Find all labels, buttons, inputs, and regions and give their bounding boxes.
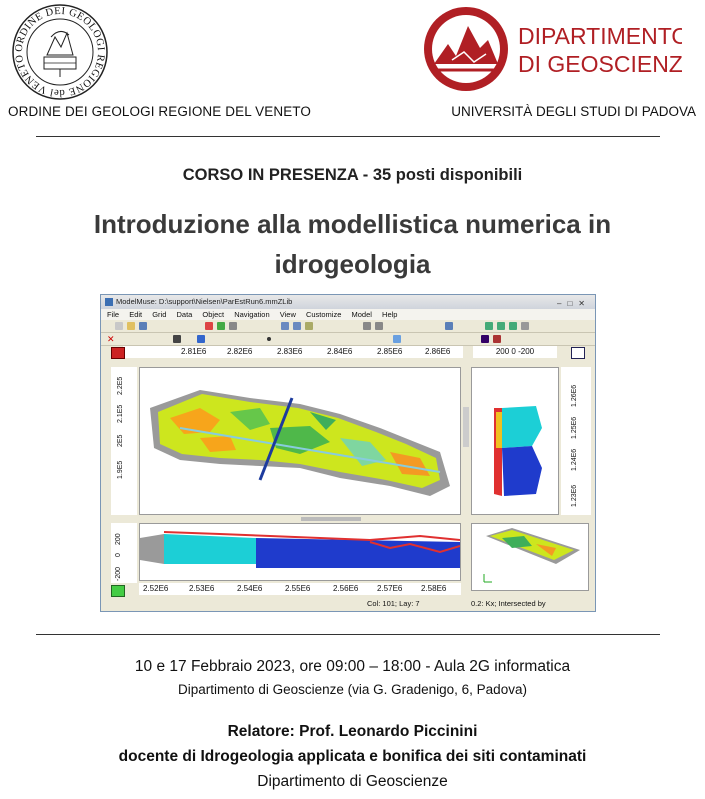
- ruler-tick: 2.86E6: [425, 347, 451, 356]
- speaker-department: Dipartimento di Geoscienze: [257, 773, 448, 790]
- chart-icon: [445, 322, 453, 330]
- ruler-tick: 1.25E6: [571, 416, 578, 439]
- ruler-tick: 2.85E6: [377, 347, 403, 356]
- save-icon: [139, 322, 147, 330]
- menu-view: View: [279, 310, 296, 319]
- top-view-cube-icon: [111, 347, 125, 359]
- ruler-tick: 2.84E6: [327, 347, 353, 356]
- ordine-geologi-seal: [11, 3, 109, 101]
- ruler-tick: 1.9E5: [117, 460, 124, 479]
- ruler-tick: 2E5: [117, 434, 124, 447]
- event-location: Dipartimento di Geoscienze (via G. Gradenigo, 6, Padova): [178, 682, 527, 697]
- menu-edit: Edit: [129, 310, 143, 319]
- status-right: 0.2: Kx; Intersected by: [471, 599, 546, 608]
- grid-icon: [281, 322, 289, 330]
- modelmuse-screenshot: [100, 294, 596, 612]
- speaker-name: Relatore: Prof. Leonardo Piccinini: [227, 723, 478, 740]
- top-right-ruler: 200 0 -200: [473, 346, 557, 358]
- menu-file: File: [107, 310, 120, 319]
- open-icon: [127, 322, 135, 330]
- svg-text:DIPARTIMENTO: DIPARTIMENTO: [518, 23, 682, 49]
- ruler-tick: 2.53E6: [189, 584, 215, 593]
- object-icon: [481, 335, 489, 343]
- line-icon: [173, 335, 181, 343]
- cut-icon: [305, 322, 313, 330]
- menu-customize: Customize: [305, 310, 342, 319]
- middle-divider: [36, 634, 660, 635]
- left-ruler: [111, 367, 137, 515]
- layer-icon: [293, 322, 301, 330]
- right-ruler: [561, 367, 591, 515]
- window-controls-icon: –□✕: [557, 299, 591, 308]
- zoom-in-icon: [485, 322, 493, 330]
- menu-grid: Grid: [152, 310, 167, 319]
- window-title: ModelMuse: D:\support\Nielsen\ParEstRun6.mmZLib: [116, 297, 293, 306]
- right-org-name: UNIVERSITÀ DEGLI STUDI DI PADOVA: [451, 104, 696, 119]
- ruler-tick: 1.26E6: [571, 384, 578, 407]
- menu-bar: [101, 309, 595, 320]
- speaker-role: docente di Idrogeologia applicata e bonifica dei siti contaminati: [118, 748, 587, 765]
- toolbar-row-2: [101, 333, 595, 346]
- ruler-tick: 200: [115, 533, 122, 545]
- window-titlebar: [101, 295, 595, 309]
- ruler-tick: 2.54E6: [237, 584, 263, 593]
- select-icon: [363, 322, 371, 330]
- ruler-tick: 0: [115, 553, 122, 557]
- 3d-view-panel[interactable]: [471, 523, 589, 591]
- menu-data: Data: [176, 310, 193, 319]
- run-icon: [205, 322, 213, 330]
- play-icon: [217, 322, 225, 330]
- pointer-icon: [375, 322, 383, 330]
- ruler-tick: 2.82E6: [227, 347, 253, 356]
- zoom-icon: [509, 322, 517, 330]
- ruler-tick: 2.56E6: [333, 584, 359, 593]
- front-ruler: [111, 523, 137, 583]
- add-icon: [197, 335, 205, 343]
- dropdown-icon: [393, 335, 401, 343]
- ruler-tick: -200: [115, 566, 122, 581]
- menu-navigation: Navigation: [234, 310, 270, 319]
- course-title-line1: Introduzione alla modellistica numerica in: [93, 209, 612, 239]
- bottom-ruler: [139, 583, 461, 595]
- left-org-name: ORDINE DEI GEOLOGI REGIONE DEL VENETO: [8, 104, 312, 119]
- delete-icon: ✕: [107, 334, 115, 344]
- app-icon: [105, 298, 113, 306]
- toolbar-row-1: [101, 320, 595, 333]
- ruler-tick: 1.23E6: [571, 484, 578, 507]
- menu-help: Help: [382, 310, 398, 319]
- geoscienze-logo: [422, 4, 682, 94]
- ruler-tick: 2.2E5: [117, 376, 124, 395]
- vertical-scrollbar[interactable]: [463, 407, 469, 447]
- ruler-tick: 2.1E5: [117, 404, 124, 423]
- ruler-tick: 2.55E6: [285, 584, 311, 593]
- ruler-tick: 2.57E6: [377, 584, 403, 593]
- svg-text:DI GEOSCIENZE: DI GEOSCIENZE: [518, 51, 682, 77]
- front-view-panel[interactable]: [139, 523, 461, 581]
- tool-icon: [229, 322, 237, 330]
- front-view-cube-icon: [111, 585, 125, 597]
- zoom-out-icon: [497, 322, 505, 330]
- horizontal-scrollbar[interactable]: [301, 517, 361, 521]
- top-view-panel[interactable]: [139, 367, 461, 515]
- course-title-line2: idrogeologia: [274, 249, 431, 279]
- ruler-tick: 2.52E6: [143, 584, 169, 593]
- new-icon: [115, 322, 123, 330]
- course-title: [0, 204, 705, 284]
- top-divider: [36, 136, 660, 137]
- ruler-tick: 1.24E6: [571, 448, 578, 471]
- ruler-tick: 2.83E6: [277, 347, 303, 356]
- svg-text:ORDINE DEI GEOLOGI REGIONE del: ORDINE DEI GEOLOGI REGIONE del VENETO: [13, 5, 107, 99]
- status-left: Col: 101; Lay: 7: [367, 599, 420, 608]
- ruler-tick: 2.58E6: [421, 584, 447, 593]
- event-dates: 10 e 17 Febbraio 2023, ore 09:00 – 18:00 - Aula 2G informatica: [134, 658, 571, 675]
- top-ruler: [123, 346, 463, 358]
- side-view-panel[interactable]: [471, 367, 559, 515]
- course-kicker: CORSO IN PRESENZA - 35 posti disponibili: [182, 166, 523, 184]
- menu-object: Object: [202, 310, 225, 319]
- point-icon: [267, 337, 271, 341]
- menu-model: Model: [351, 310, 372, 319]
- side-view-cube-icon: [571, 347, 585, 359]
- ruler-tick: 2.81E6: [181, 347, 207, 356]
- pan-icon: [521, 322, 529, 330]
- object2-icon: [493, 335, 501, 343]
